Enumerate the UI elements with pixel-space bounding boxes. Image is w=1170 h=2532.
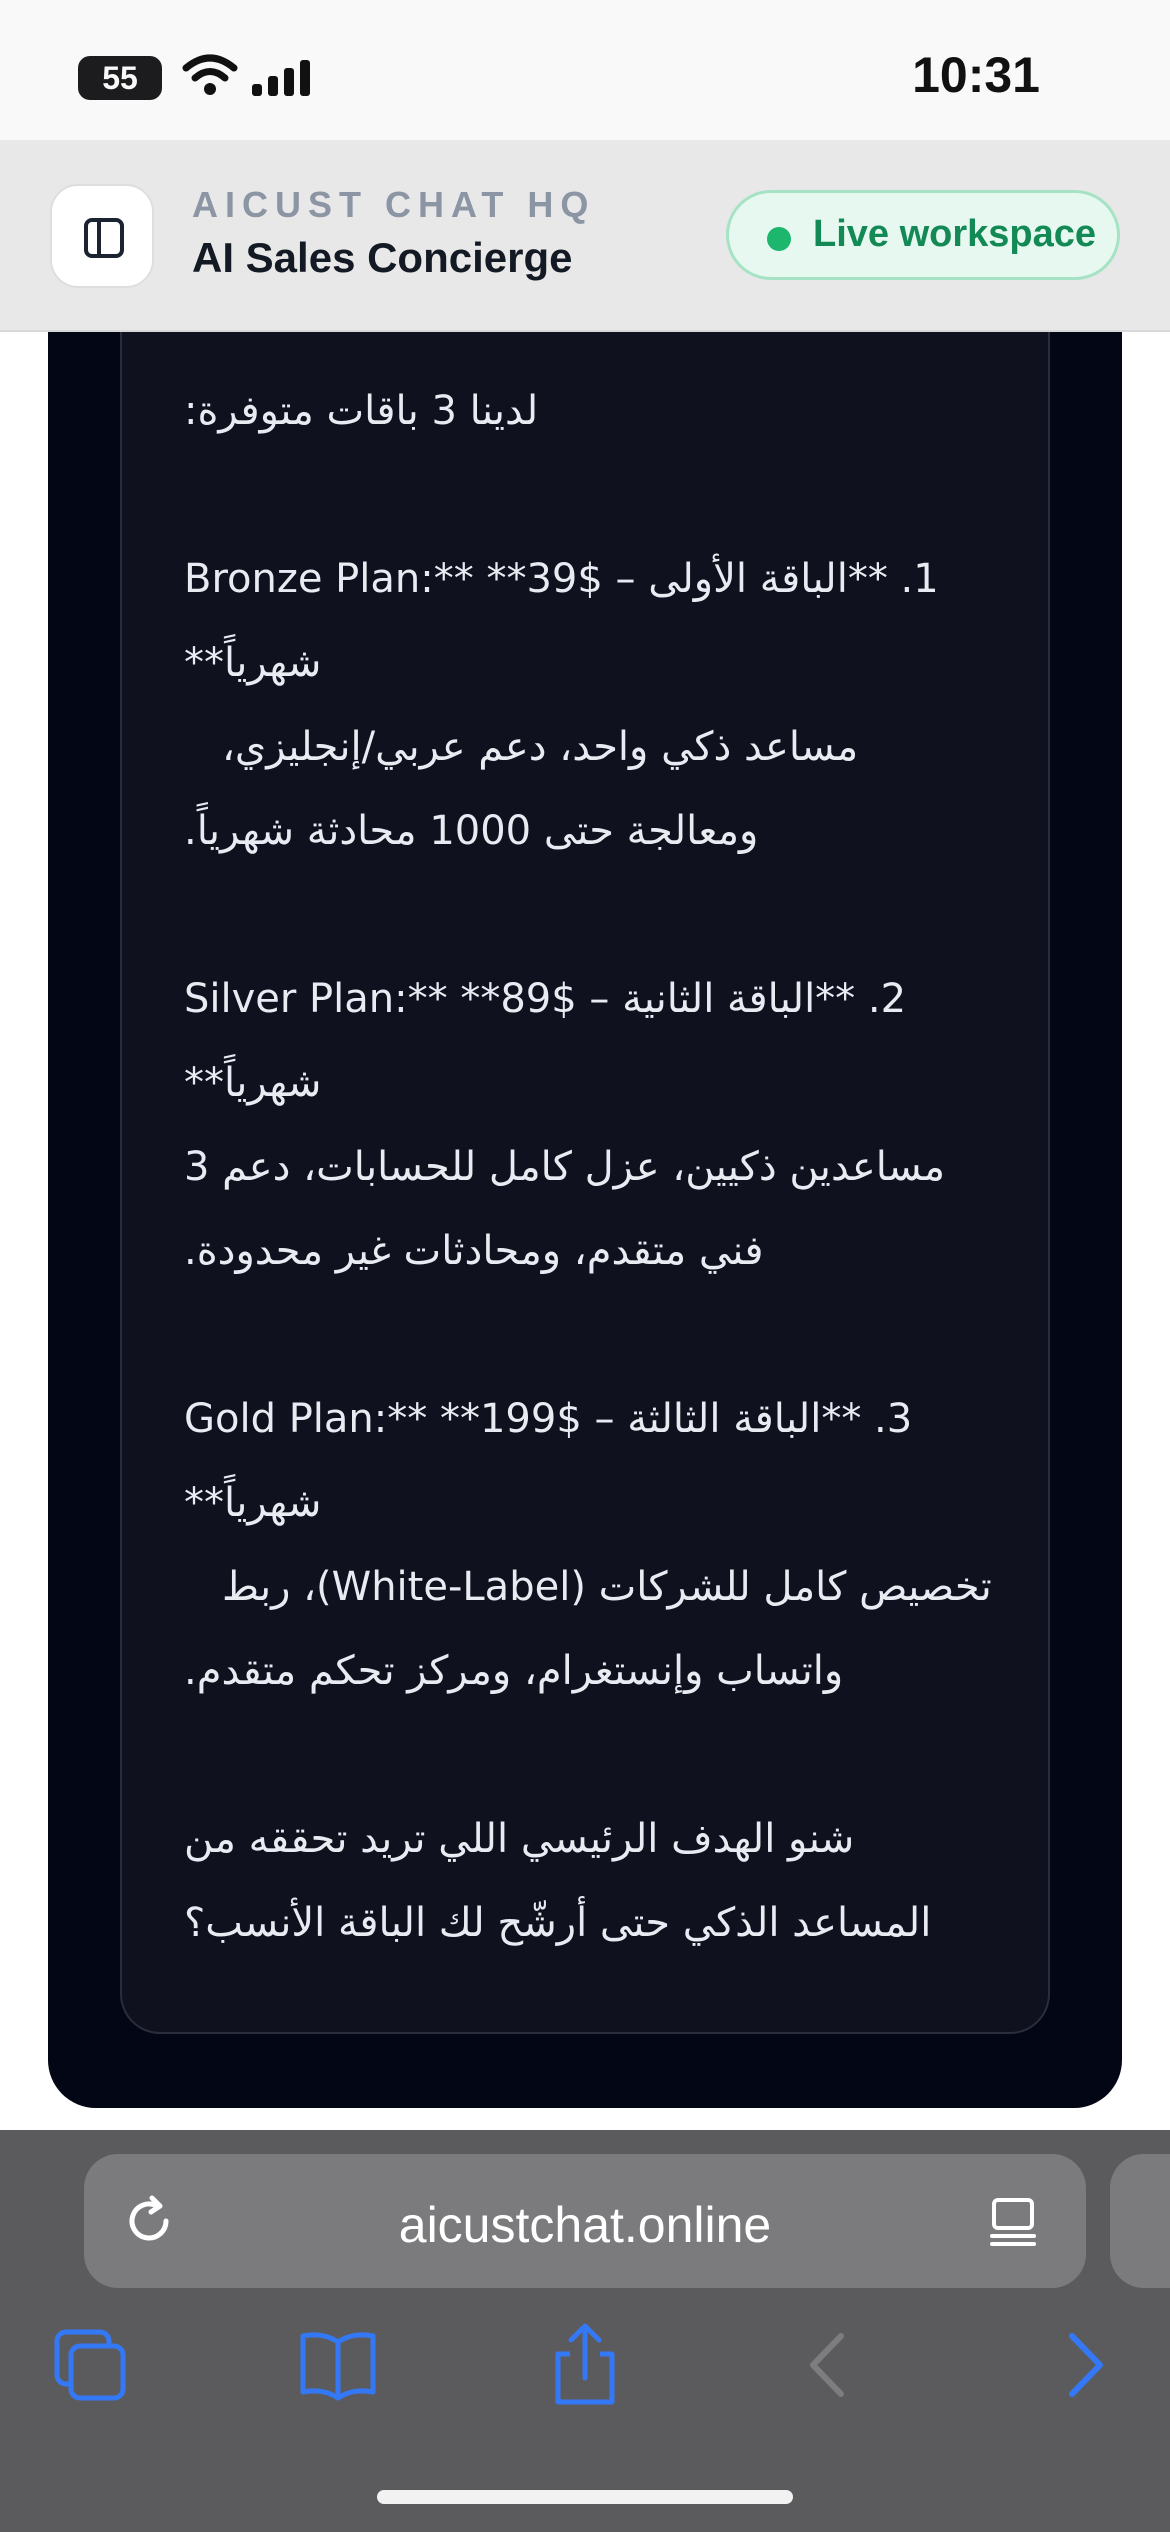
bookmarks-icon[interactable] <box>293 2320 383 2410</box>
assistant-message <box>120 332 1050 2034</box>
battery-level: 55 <box>102 60 138 96</box>
message-line: المساعد الذكي حتى أرشّح لك الباقة الأنسب؟ <box>184 1900 932 1946</box>
app-header <box>0 140 1170 332</box>
sidebar-toggle-icon <box>82 216 126 260</box>
back-icon[interactable] <box>785 2320 875 2410</box>
status-dot-icon <box>767 227 791 251</box>
message-line: ومعالجة حتى 1000 محادثة شهرياً. <box>184 808 759 854</box>
status-time: 10:31 <box>912 47 1040 103</box>
message-line: 1. **الباقة الأولى – Bronze Plan:** **39$ <box>184 556 939 602</box>
message-line: 3. **الباقة الثالثة – Gold Plan:** **199$ <box>184 1396 913 1442</box>
message-line: مساعدين ذكيين، عزل كامل للحسابات، دعم 3 <box>184 1144 946 1190</box>
wifi-icon <box>182 52 238 96</box>
status-bar <box>0 0 1170 140</box>
message-line: شهرياً** <box>184 640 322 686</box>
message-line: شهرياً** <box>184 1480 322 1526</box>
forward-icon[interactable] <box>1040 2320 1130 2410</box>
browser-toolbar <box>0 2130 1170 2532</box>
address-bar[interactable] <box>84 2154 1086 2288</box>
message-line: تخصيص كامل للشركات (White-Label)، ربط <box>222 1564 992 1610</box>
sidebar-toggle-button[interactable] <box>50 184 154 288</box>
live-workspace-badge[interactable] <box>726 190 1120 280</box>
home-indicator[interactable] <box>377 2490 793 2504</box>
message-line: مساعد ذكي واحد، دعم عربي/إنجليزي، <box>222 724 859 770</box>
share-icon[interactable] <box>540 2320 630 2410</box>
reader-mode-icon[interactable] <box>988 2196 1038 2248</box>
next-tab-preview[interactable] <box>1110 2154 1170 2288</box>
message-line: شنو الهدف الرئيسي اللي تريد تحققه من <box>184 1816 855 1862</box>
battery-icon <box>78 56 162 100</box>
message-line: 2. **الباقة الثانية – Silver Plan:** **89$ <box>184 976 907 1022</box>
url-text: aicustchat.online <box>398 2197 772 2253</box>
page-title: AI Sales Concierge <box>192 234 573 281</box>
live-workspace-label: Live workspace <box>813 213 1097 255</box>
message-line: فني متقدم، ومحادثات غير محدودة. <box>184 1228 764 1274</box>
tabs-icon[interactable] <box>45 2320 135 2410</box>
brand-label: AICUST CHAT HQ <box>192 184 596 225</box>
signal-icon <box>250 58 316 98</box>
message-line: لدينا 3 باقات متوفرة: <box>184 388 539 434</box>
message-line: واتساب وإنستغرام، ومركز تحكم متقدم. <box>184 1648 844 1694</box>
chat-area[interactable] <box>48 332 1122 2108</box>
message-line: شهرياً** <box>184 1060 322 1106</box>
